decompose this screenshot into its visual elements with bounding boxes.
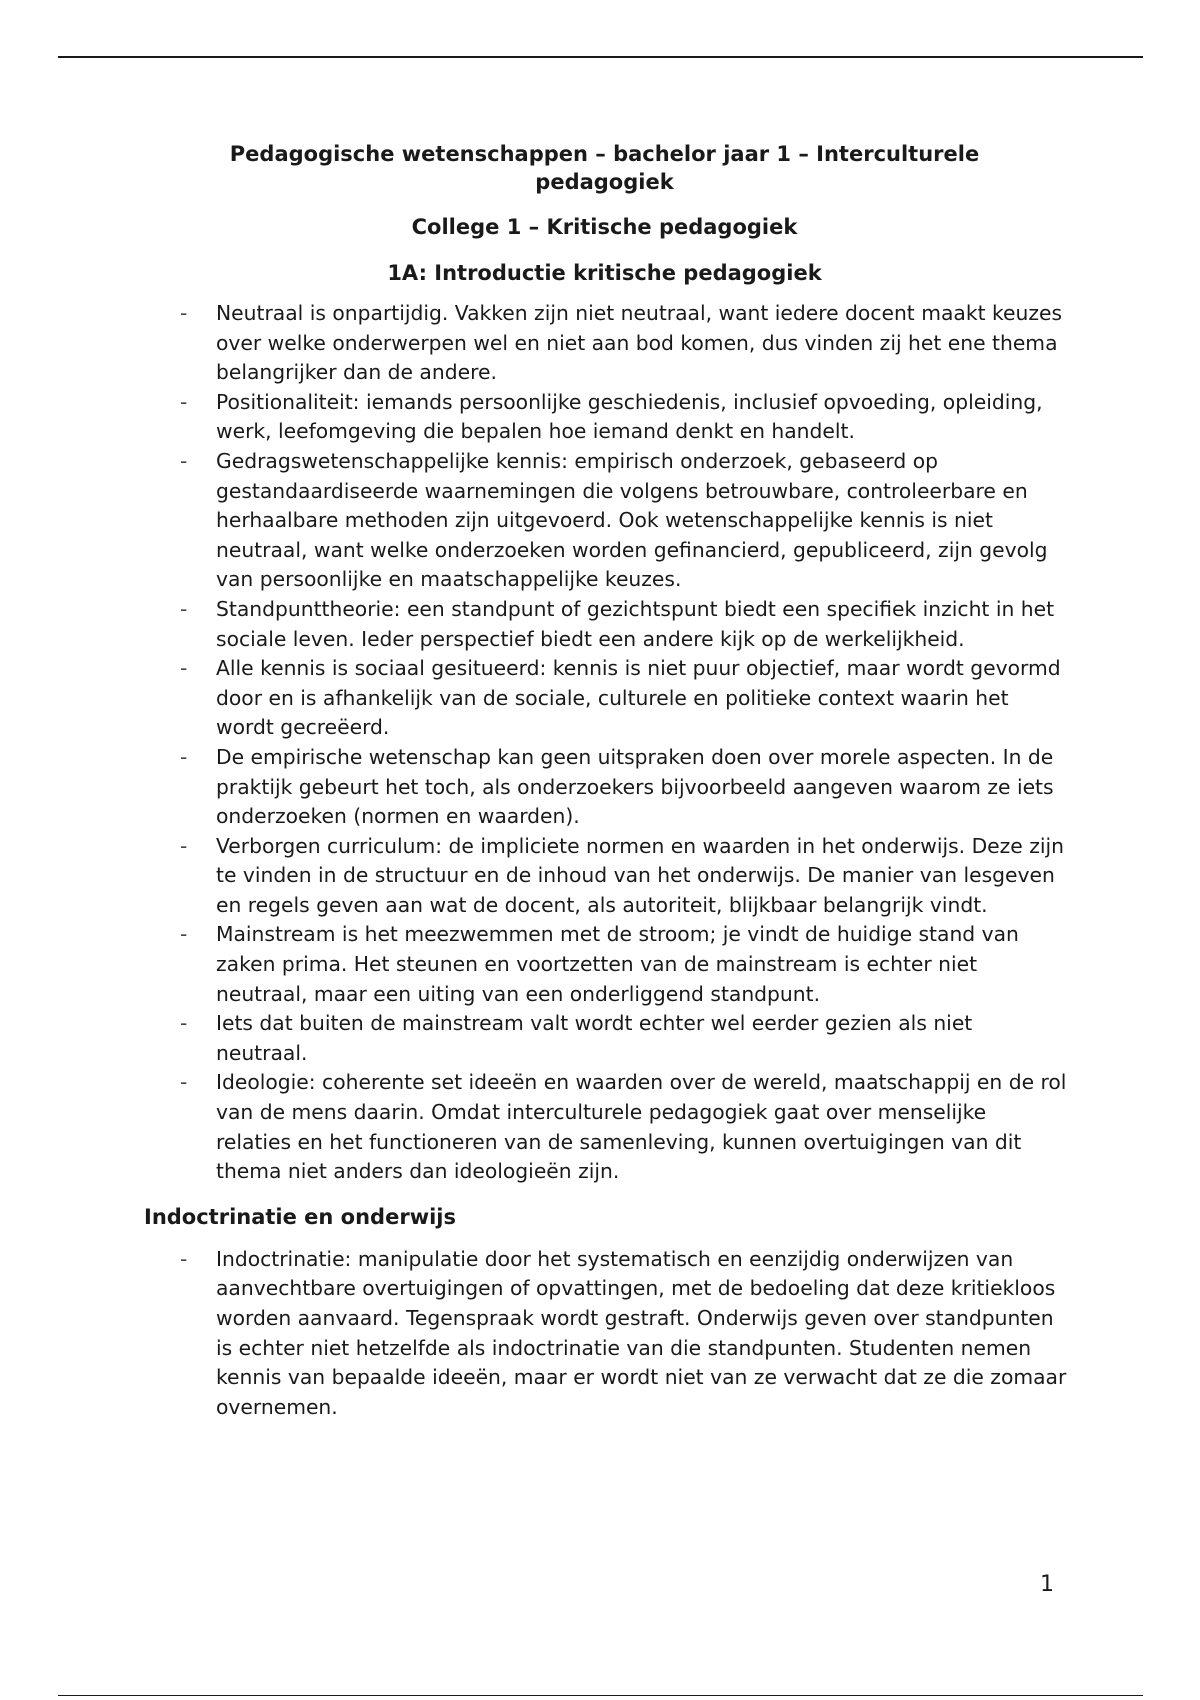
bullet-dash: - — [180, 833, 188, 858]
list-item-text: Positionaliteit: iemands persoonlijke geschiedenis, inclusief opvoeding, opleiding, werk, leefomgeving die bepalen hoe iemand denkt en handelt. — [216, 389, 1043, 444]
list-item-text: Mainstream is het meezwemmen met de stroom; je vindt de huidige stand van zaken prima. Het steunen en voortzetten van de mainstream is echter niet neutraal, maar een uiting van een onderliggend standpunt. — [216, 922, 1019, 1006]
list-item-text: De empirische wetenschap kan geen uitspraken doen over morele aspecten. In de praktijk gebeurt het toch, als onderzoekers bijvoorbeeld aangeven waarom ze iets onderzoeken (normen en waarden). — [216, 744, 1054, 829]
bullet-dash: - — [180, 389, 188, 414]
section-heading-indoctrinatie: Indoctrinatie en onderwijs — [144, 1204, 456, 1229]
list-item — [142, 595, 1067, 654]
bullet-dash: - — [180, 922, 188, 947]
bullet-dash: - — [180, 1070, 188, 1095]
footer-rule — [58, 1695, 1143, 1696]
page-number: 1 — [1040, 1572, 1054, 1597]
bullet-dash: - — [180, 1011, 188, 1036]
list-item-text: Verborgen curriculum: de impliciete normen en waarden in het onderwijs. Deze zijn te vinden in de structuur en de inhoud van het onderwijs. De manier van lesgeven en regels geven aan wat de docent, als autoriteit, blijkbaar belangrijk vindt. — [216, 833, 1064, 917]
list-item — [142, 1009, 1067, 1068]
list-item-text: Standpunttheorie: een standpunt of gezichtspunt biedt een specifiek inzicht in het sociale leven. Ieder perspectief biedt een andere kijk op de werkelijkheid. — [216, 596, 1055, 651]
header-rule — [58, 56, 1143, 58]
list-item — [142, 743, 1067, 832]
bullet-dash: - — [180, 1246, 188, 1271]
section-title-1a: 1A: Introductie kritische pedagogiek — [387, 261, 822, 285]
list-item — [142, 654, 1067, 743]
list-item — [142, 920, 1067, 1009]
list-item-text: Alle kennis is sociaal gesitueerd: kennis is niet puur objectief, maar wordt gevormd door en is afhankelijk van de sociale, culturele en politieke context waarin het wordt gecreëerd. — [216, 656, 1061, 740]
list-item — [142, 299, 1067, 388]
bullet-dash: - — [180, 448, 188, 473]
list-item-text: Gedragswetenschappelijke kennis: empirisch onderzoek, gebaseerd op gestandaardiseerde waarnemingen die volgens betrouwbare, controleerbare en herhaalbare methoden zijn uitgevoerd. Ook wetenschappelijke kennis is niet neutraal, want welke onderzoeken worden gefinancierd, gepubliceerd, zijn gevolg van persoonlijke en maatschappelijke keuzes. — [216, 448, 1048, 592]
college-title: College 1 – Kritische pedagogiek — [411, 215, 798, 239]
document-body — [142, 140, 1067, 1422]
document-title: Pedagogische wetenschappen – bachelor jaar 1 – Interculturele pedagogiek — [229, 142, 980, 194]
list-item — [142, 1068, 1067, 1186]
list-item — [142, 388, 1067, 447]
list-item-text: Iets dat buiten de mainstream valt wordt echter wel eerder gezien als niet neutraal. — [216, 1011, 973, 1065]
list-item — [142, 447, 1067, 595]
list-item — [142, 832, 1067, 921]
bullet-dash: - — [180, 744, 188, 769]
list-item-text: Ideologie: coherente set ideeën en waarden over de wereld, maatschappij en de rol van de mens daarin. Omdat interculturele pedagogiek gaat over menselijke relaties en het functioneren van de samenleving, kunnen overtuigingen van dit thema niet anders dan ideologieën zijn. — [216, 1070, 1067, 1184]
list-item — [142, 1245, 1067, 1423]
list-item-text: Indoctrinatie: manipulatie door het systematisch en eenzijdig onderwijzen van aanvechtbare overtuigingen of opvattingen, met de bedoeling dat deze kritiekloos worden aanvaard. Tegenspraak wordt gestraft. Onderwijs geven over standpunten is echter niet hetzelfde als indoctrinatie van die standpunten. Studenten nemen kennis van bepaalde ideeën, maar er wordt niet van ze verwacht dat ze die zomaar overnemen. — [216, 1246, 1067, 1419]
bullet-list-indoctrinatie — [142, 1245, 1067, 1423]
bullet-dash: - — [180, 656, 188, 681]
list-item-text: Neutraal is onpartijdig. Vakken zijn niet neutraal, want iedere docent maakt keuzes over welke onderwerpen wel en niet aan bod komen, dus vinden zij het ene thema belangrijker dan de andere. — [216, 301, 1063, 385]
bullet-dash: - — [180, 301, 188, 325]
bullet-dash: - — [180, 596, 188, 621]
bullet-list-1a — [142, 299, 1067, 1187]
